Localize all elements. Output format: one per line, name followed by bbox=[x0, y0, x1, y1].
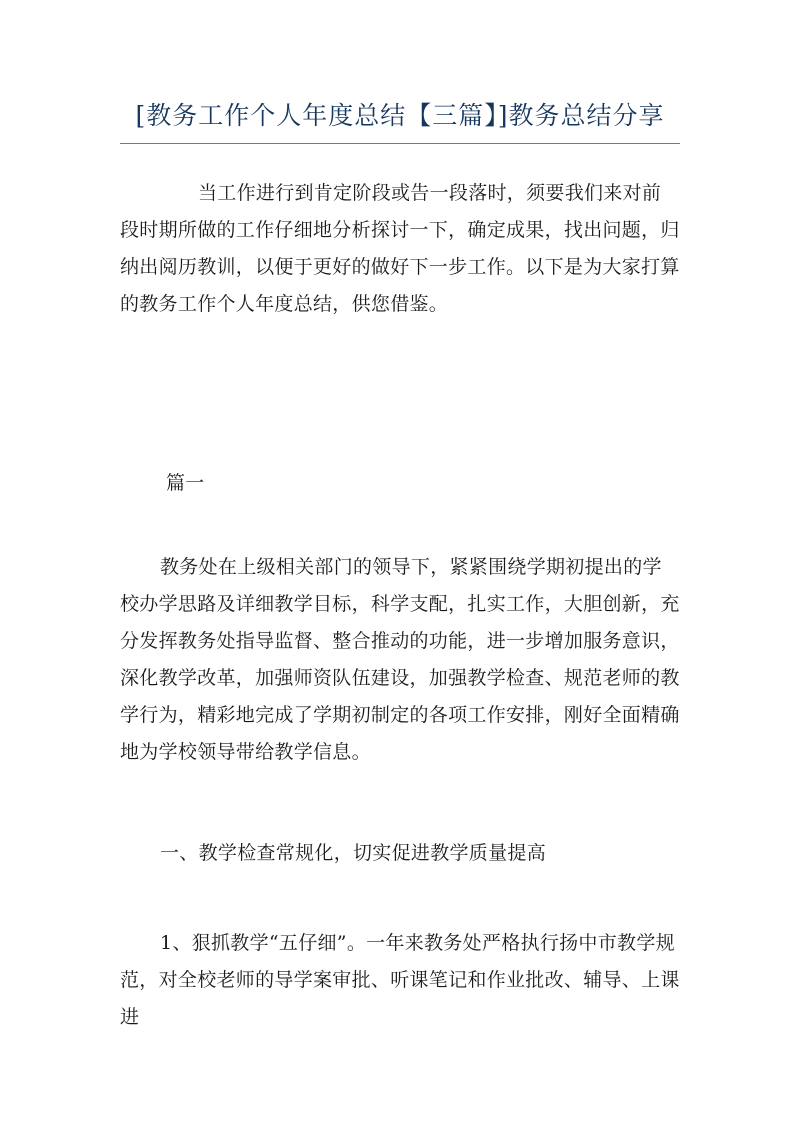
body-paragraph-1: 教务处在上级相关部门的领导下，紧紧围绕学期初提出的学校办学思路及详细教学目标，科学支配，扎实工作，大胆创新，充分发挥教务处指导监督、整合推动的功能，进一步增加服务意识，深化教学改革，加强师资队伍建设，加强教学检查、规范老师的教学行为，精彩地完成了学期初制定的各项工作安排，刚好全面精确地为学校领导带给教学信息。 bbox=[120, 556, 680, 763]
section-label: 篇一 bbox=[166, 472, 205, 494]
title-divider bbox=[120, 143, 680, 144]
intro-paragraph: 当工作进行到肯定阶段或告一段落时，须要我们来对前段时期所做的工作仔细地分析探讨一下，确定成果，找出问题，归纳出阅历教训，以便于更好的做好下一步工作。以下是为大家打算的教务工作个人年度总结，供您借鉴。 bbox=[120, 182, 680, 315]
body-paragraph-2: 1、狠抓教学“五仔细”。一年来教务处严格执行扬中市教学规范，对全校老师的导学案审批、听课笔记和作业批改、辅导、上课进 bbox=[120, 932, 680, 1028]
document-title: [教务工作个人年度总结【三篇】]教务总结分享 bbox=[135, 101, 665, 130]
section-heading-1: 一、教学检查常规化，切实促进教学质量提高 bbox=[160, 842, 547, 864]
